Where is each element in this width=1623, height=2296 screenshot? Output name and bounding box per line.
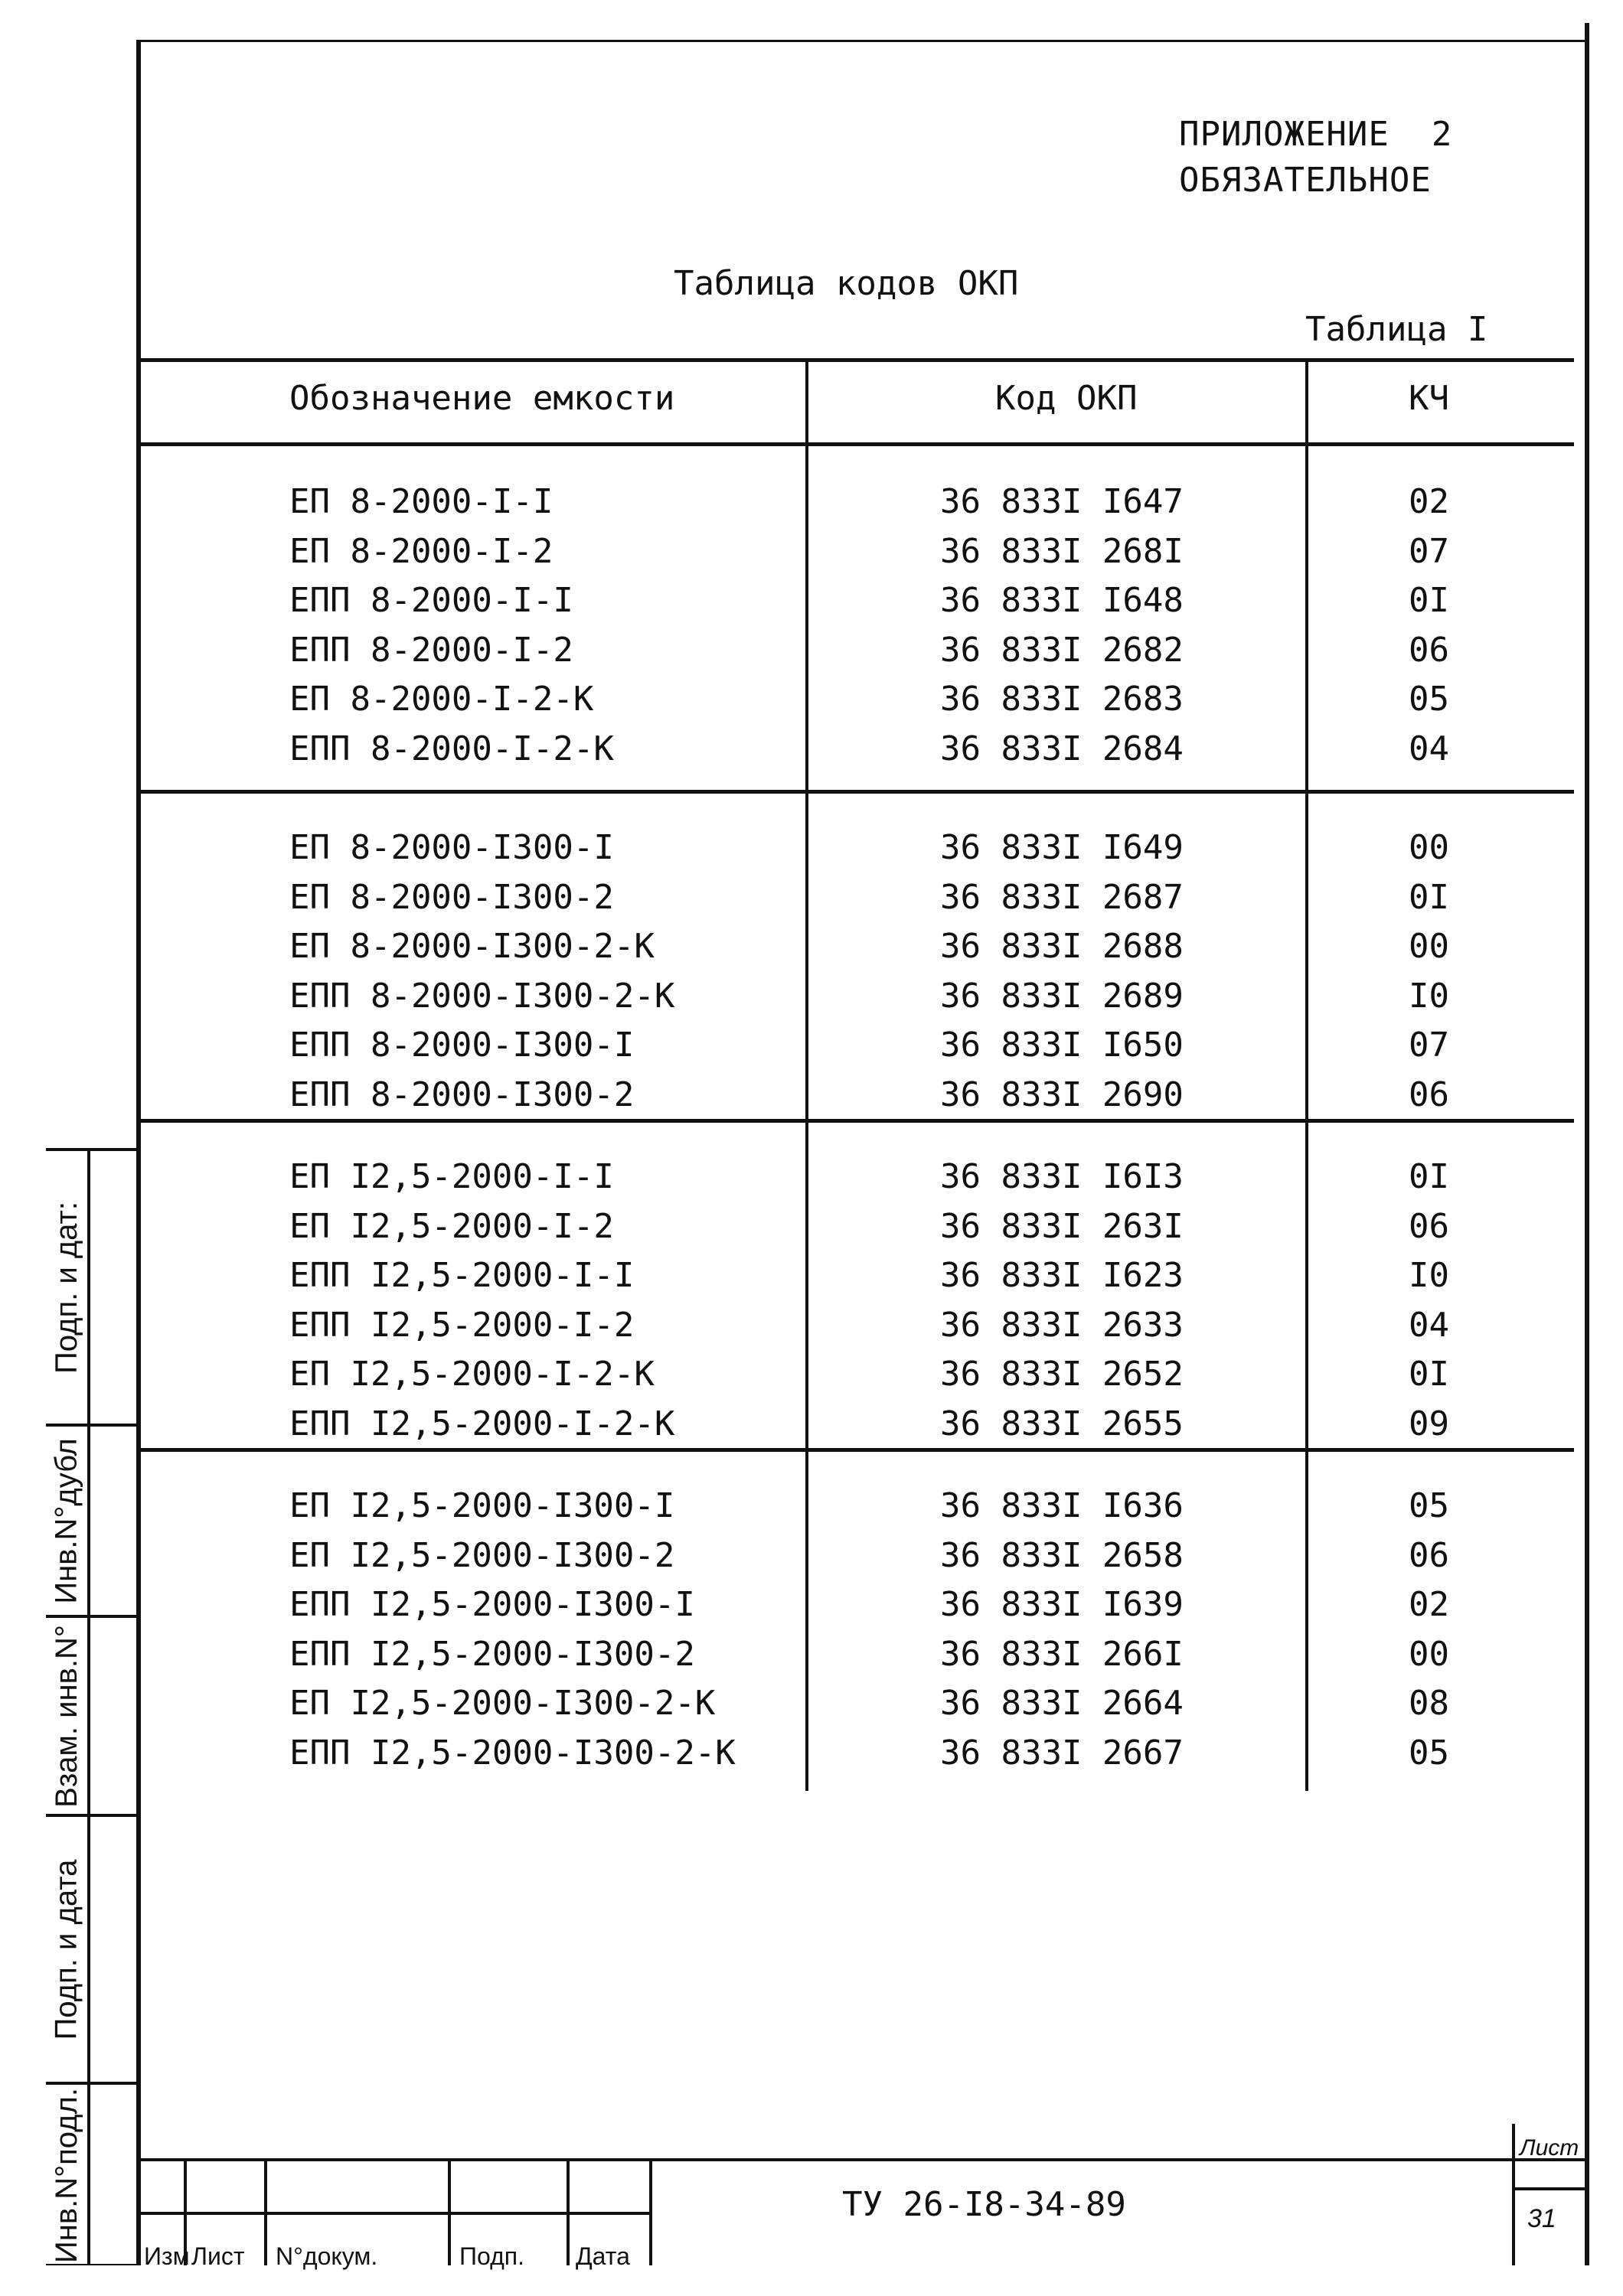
column-divider: [805, 360, 808, 1791]
cell-designation: ЕПП I2,5-2000-I300-I: [289, 1585, 695, 1624]
cell-designation: ЕП I2,5-2000-I-I: [289, 1157, 614, 1196]
column-header-designation: Обозначение емкости: [289, 379, 675, 418]
cell-kch: I0: [1409, 1256, 1449, 1295]
margin-stamp-label: Подп. и дат:: [49, 1201, 83, 1374]
margin-stamp-label: Взам. инв.N°: [49, 1624, 83, 1808]
cell-kch: 04: [1409, 1305, 1449, 1345]
cell-kch: 09: [1409, 1404, 1449, 1443]
cell-kch: 05: [1409, 1486, 1449, 1525]
appendix-heading: ПРИЛОЖЕНИЕ 2: [1179, 115, 1453, 154]
cell-designation: ЕП I2,5-2000-I-2: [289, 1206, 614, 1246]
cell-kch: I0: [1409, 976, 1449, 1016]
cell-kch: 00: [1409, 1634, 1449, 1674]
cell-okp-code: 36 833I 2655: [940, 1404, 1184, 1443]
stamp-cell-divider: [87, 1817, 90, 2082]
cell-kch: 04: [1409, 729, 1449, 768]
table-number-label: Таблица I: [1305, 310, 1488, 349]
stamp-text-wrapper: [46, 1151, 87, 1424]
column-header-okp-code: Код ОКП: [995, 379, 1138, 418]
stamp-bottom-rule: [46, 2264, 136, 2265]
cell-okp-code: 36 833I 2664: [940, 1684, 1184, 1723]
cell-kch: 07: [1409, 531, 1449, 571]
cell-designation: ЕПП 8-2000-I-2-К: [289, 729, 614, 768]
page-title: Таблица кодов ОКП: [674, 264, 1019, 303]
cell-okp-code: 36 833I I639: [940, 1585, 1184, 1624]
frame-right-border: [1585, 23, 1589, 2265]
cell-kch: 0I: [1409, 581, 1449, 620]
cell-designation: ЕПП I2,5-2000-I-2: [289, 1305, 635, 1345]
frame-top-border: [136, 40, 1587, 42]
sheet-number: 31: [1527, 2204, 1556, 2233]
margin-stamp-cell: [46, 1814, 136, 2082]
margin-stamp-label: Инв.N°дубл: [49, 1437, 83, 1604]
cell-okp-code: 36 833I I649: [940, 828, 1184, 867]
stamp-cell-divider: [87, 2085, 90, 2265]
cell-okp-code: 36 833I 2688: [940, 927, 1184, 966]
column-header-kch: КЧ: [1409, 379, 1449, 418]
cell-okp-code: 36 833I 2658: [940, 1535, 1184, 1575]
cell-designation: ЕП 8-2000-I-2-К: [289, 680, 594, 719]
table-header-rule: [141, 442, 1574, 446]
cell-designation: ЕПП 8-2000-I300-2-К: [289, 976, 675, 1016]
mandatory-label: ОБЯЗАТЕЛЬНОЕ: [1179, 161, 1432, 200]
sheet-label: Лист: [1520, 2135, 1579, 2161]
cell-designation: ЕПП 8-2000-I-I: [289, 581, 573, 620]
stamp-text-wrapper: [46, 1618, 87, 1814]
cell-okp-code: 36 833I I623: [940, 1256, 1184, 1295]
title-block-divider: [567, 2158, 570, 2265]
cell-okp-code: 36 833I 268I: [940, 531, 1184, 571]
cell-kch: 08: [1409, 1684, 1449, 1723]
cell-okp-code: 36 833I 2689: [940, 976, 1184, 1016]
margin-stamp-cell: [46, 2082, 136, 2265]
cell-okp-code: 36 833I 2667: [940, 1733, 1184, 1773]
cell-okp-code: 36 833I 2687: [940, 877, 1184, 917]
cell-okp-code: 36 833I I650: [940, 1026, 1184, 1065]
cell-okp-code: 36 833I I647: [940, 482, 1184, 521]
stamp-text-wrapper: [46, 1427, 87, 1615]
cell-designation: ЕПП 8-2000-I300-I: [289, 1026, 635, 1065]
margin-stamp-label: Подп. и дата: [49, 1859, 83, 2040]
stamp-cell-divider: [87, 1427, 90, 1615]
stamp-text-wrapper: [46, 1817, 87, 2082]
cell-okp-code: 36 833I 2682: [940, 630, 1184, 670]
cell-okp-code: 36 833I 2690: [940, 1075, 1184, 1114]
cell-designation: ЕП 8-2000-I-2: [289, 531, 554, 571]
label-change: Изм: [144, 2242, 190, 2270]
cell-okp-code: 36 833I 2683: [940, 680, 1184, 719]
cell-kch: 00: [1409, 927, 1449, 966]
margin-stamp-label: Инв.N°подл.: [49, 2087, 83, 2263]
cell-designation: ЕПП I2,5-2000-I-2-К: [289, 1404, 675, 1443]
frame-left-border: [136, 42, 141, 2265]
cell-okp-code: 36 833I 2652: [940, 1355, 1184, 1394]
label-document-number: N°докум.: [276, 2242, 378, 2270]
margin-stamp-cell: [46, 1615, 136, 1814]
margin-stamp-cell: [46, 1424, 136, 1615]
cell-designation: ЕП 8-2000-I300-I: [289, 828, 614, 867]
margin-stamp-cell: [46, 1148, 136, 1424]
cell-kch: 00: [1409, 828, 1449, 867]
cell-okp-code: 36 833I 266I: [940, 1634, 1184, 1674]
label-sheet: Лист: [191, 2242, 245, 2270]
title-block-top-rule: [136, 2158, 1587, 2161]
group-separator: [141, 790, 1574, 794]
cell-okp-code: 36 833I I648: [940, 581, 1184, 620]
cell-okp-code: 36 833I 2684: [940, 729, 1184, 768]
cell-kch: 05: [1409, 680, 1449, 719]
cell-kch: 0I: [1409, 1355, 1449, 1394]
cell-kch: 02: [1409, 482, 1449, 521]
label-date: Дата: [576, 2242, 630, 2270]
stamp-text-wrapper: [46, 2085, 87, 2265]
cell-designation: ЕПП 8-2000-I300-2: [289, 1075, 635, 1114]
cell-designation: ЕП I2,5-2000-I300-2: [289, 1535, 675, 1575]
title-block-divider: [649, 2158, 652, 2265]
group-separator: [141, 1448, 1574, 1452]
cell-designation: ЕП 8-2000-I300-2: [289, 877, 614, 917]
cell-designation: ЕП I2,5-2000-I-2-К: [289, 1355, 655, 1394]
cell-designation: ЕПП I2,5-2000-I-I: [289, 1256, 635, 1295]
column-divider: [1305, 360, 1308, 1791]
title-block-divider: [448, 2158, 451, 2265]
cell-designation: ЕПП 8-2000-I-2: [289, 630, 573, 670]
cell-designation: ЕПП I2,5-2000-I300-2: [289, 1634, 695, 1674]
cell-kch: 06: [1409, 630, 1449, 670]
cell-designation: ЕП I2,5-2000-I300-2-К: [289, 1684, 716, 1723]
cell-kch: 07: [1409, 1026, 1449, 1065]
cell-designation: ЕП I2,5-2000-I300-I: [289, 1486, 675, 1525]
label-signature: Подп.: [459, 2242, 524, 2270]
group-separator: [141, 1119, 1574, 1123]
title-block-mid-rule: [136, 2212, 649, 2215]
document-code: ТУ 26-I8-34-89: [842, 2185, 1126, 2224]
cell-kch: 06: [1409, 1075, 1449, 1114]
cell-okp-code: 36 833I 263I: [940, 1206, 1184, 1246]
table-top-rule: [141, 358, 1574, 362]
cell-okp-code: 36 833I I6I3: [940, 1157, 1184, 1196]
cell-kch: 0I: [1409, 1157, 1449, 1196]
cell-kch: 06: [1409, 1535, 1449, 1575]
cell-kch: 06: [1409, 1206, 1449, 1246]
stamp-cell-divider: [87, 1618, 90, 1814]
sheet-box-divider: [1512, 2187, 1585, 2190]
stamp-cell-divider: [87, 1151, 90, 1424]
cell-designation: ЕПП I2,5-2000-I300-2-К: [289, 1733, 736, 1773]
title-block-divider: [264, 2158, 267, 2265]
cell-okp-code: 36 833I 2633: [940, 1305, 1184, 1345]
cell-kch: 02: [1409, 1585, 1449, 1624]
cell-kch: 05: [1409, 1733, 1449, 1773]
cell-okp-code: 36 833I I636: [940, 1486, 1184, 1525]
cell-designation: ЕП 8-2000-I-I: [289, 482, 554, 521]
cell-designation: ЕП 8-2000-I300-2-К: [289, 927, 655, 966]
cell-kch: 0I: [1409, 877, 1449, 917]
